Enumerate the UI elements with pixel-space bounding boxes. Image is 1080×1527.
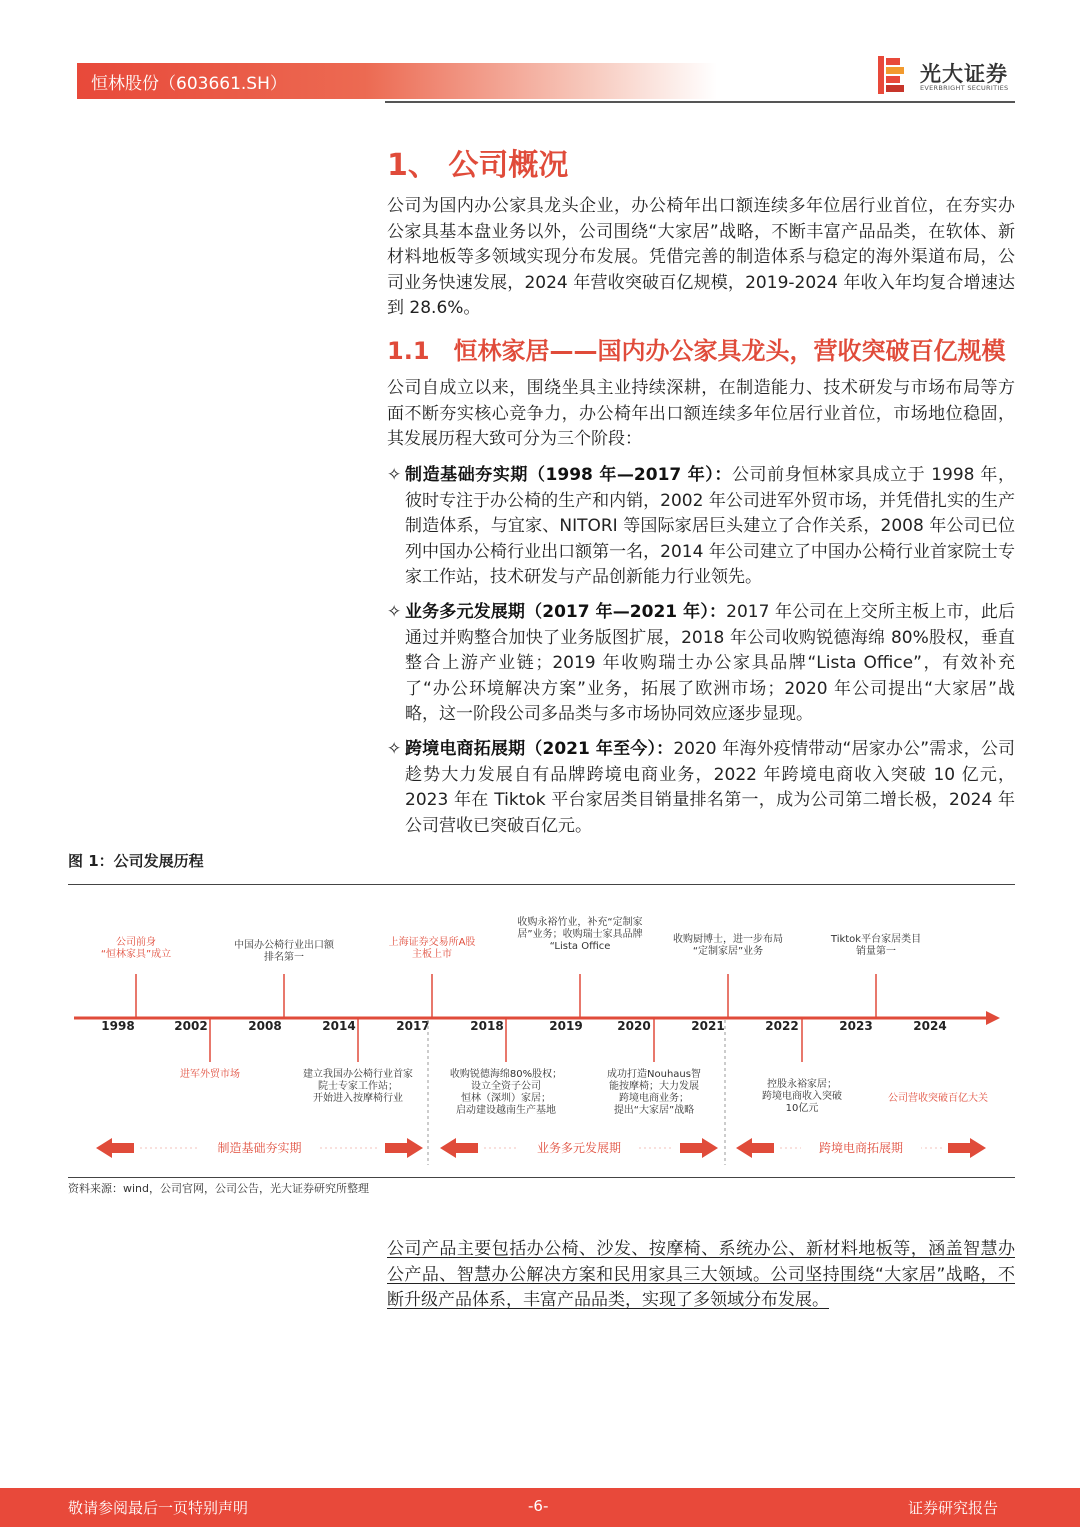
figure-label: 图 1：公司发展历程 bbox=[68, 852, 204, 870]
section-title: 1、 公司概况 bbox=[387, 148, 569, 183]
bullet-heading: 业务多元发展期（2017 年—2021 年）： bbox=[405, 602, 727, 622]
event-text: 排名第一 bbox=[264, 952, 304, 963]
phase-label: 跨境电商拓展期 bbox=[818, 1141, 904, 1155]
left-arrow-icon bbox=[440, 1138, 478, 1158]
bullet-text: 2017 年公司在上交所主板上市，此后通过并购整合加快了业务版图扩展，2018 年公司收购锐德海绵 80%股权，垂直整合上游产业链；2019 年收购瑞士办公家具品牌“Lista Office”，有效补充了“办公环境解决方案”业务，拓展了欧洲市场；2020 年公司提出“大家居”战略，这一阶段公司多品类与多市场协同效应逐步显现。 bbox=[405, 602, 1016, 724]
year-label: 2014 bbox=[322, 1019, 356, 1033]
header-bar bbox=[77, 63, 717, 99]
right-arrow-icon bbox=[948, 1138, 986, 1158]
event-text: 收购厨博士，进一步布局 bbox=[673, 934, 783, 945]
right-arrow-icon bbox=[680, 1138, 718, 1158]
event-text: “恒林家具”成立 bbox=[100, 949, 172, 960]
event-text: 提出“大家居”战略 bbox=[613, 1105, 695, 1116]
year-label: 2008 bbox=[248, 1019, 282, 1033]
event-text: 启动建设越南生产基地 bbox=[456, 1105, 556, 1116]
brand-logo bbox=[878, 56, 1018, 96]
event-text: 收购永裕竹业，补充“定制家 bbox=[517, 917, 643, 928]
left-arrow-icon bbox=[96, 1138, 134, 1158]
closing-paragraph: 公司产品主要包括办公椅、沙发、按摩椅、系统办公、新材料地板等，涵盖智慧办公产品、智慧办公解决方案和民用家具三大领域。公司坚持围绕“大家居”战略，不断升级产品体系，丰富产品品类，实现了多领域分布发展。 bbox=[387, 1239, 1015, 1310]
subsection-title: 1.1 恒林家居——国内办公家具龙头，营收突破百亿规模 bbox=[387, 337, 1006, 365]
event-text: 跨境电商业务； bbox=[619, 1093, 689, 1104]
year-label: 2021 bbox=[691, 1019, 725, 1033]
event-text: 销量第一 bbox=[856, 946, 896, 957]
timeline-arrowhead bbox=[986, 1011, 1000, 1025]
subsection-intro: 公司自成立以来，围绕坐具主业持续深耕，在制造能力、技术研发与市场布局等方面不断夯实核心竞争力，办公椅年出口额连续多年位居行业首位，市场地位稳固，其发展历程大致可分为三个阶段： bbox=[387, 378, 1015, 449]
stock-name: 恒林股份（603661.SH） bbox=[91, 74, 287, 94]
brand-name-en: EVERBRIGHT SECURITIES bbox=[920, 84, 1009, 92]
footer-report-type: 证券研究报告 bbox=[908, 1499, 999, 1517]
figure-source: 资料来源：wind，公司官网，公司公告，光大证券研究所整理 bbox=[68, 1182, 370, 1195]
event-text: 设立全资子公司 bbox=[471, 1081, 541, 1092]
year-label: 2024 bbox=[913, 1019, 947, 1033]
event-text: 控股永裕家居； bbox=[767, 1079, 837, 1090]
bullet-text: 2020 年海外疫情带动“居家办公”需求，公司趁势大力发展自有品牌跨境电商业务，2022 年跨境电商收入突破 10 亿元，2023 年在 Tiktok 平台家居类目销量排名第一，成为公司第二增长极，2024 年公司营收已突破百亿元。 bbox=[405, 739, 1016, 836]
year-label: 2022 bbox=[765, 1019, 799, 1033]
header-divider bbox=[385, 101, 1015, 103]
figure-top-rule bbox=[68, 884, 1015, 885]
year-label: 2019 bbox=[549, 1019, 583, 1033]
event-text: 开始进入按摩椅行业 bbox=[313, 1093, 403, 1104]
year-label: 2023 bbox=[839, 1019, 873, 1033]
year-label: 1998 bbox=[101, 1019, 135, 1033]
development-timeline bbox=[68, 890, 1015, 1175]
year-label: 2002 bbox=[174, 1019, 208, 1033]
diamond-bullet-icon: ✧ bbox=[387, 739, 402, 759]
event-text: 跨境电商收入突破 bbox=[762, 1091, 842, 1102]
bullet-heading: 跨境电商拓展期（2021 年至今）： bbox=[405, 739, 674, 759]
event-text: 建立我国办公椅行业首家 bbox=[303, 1069, 413, 1080]
event-text: 成功打造Nouhaus智 bbox=[607, 1069, 701, 1080]
page-number: -6- bbox=[528, 1497, 549, 1515]
figure-bottom-rule bbox=[68, 1177, 1015, 1178]
event-text: 公司前身 bbox=[116, 937, 156, 948]
section-intro: 公司为国内办公家具龙头企业，办公椅年出口额连续多年位居行业首位，在夯实办公家具基本盘业务以外，公司围绕“大家居”战略，不断丰富产品品类，在软体、新材料地板等多领域实现分布发展。凭借完善的制造体系与稳定的海外渠道布局，公司业务快速发展，2024 年营收突破百亿规模，2019-2024 年收入年均复合增速达到 28.6%。 bbox=[387, 196, 1015, 318]
brand-logo-icon bbox=[878, 56, 904, 94]
right-arrow-icon bbox=[385, 1138, 423, 1158]
phase-label: 制造基础夯实期 bbox=[217, 1141, 302, 1155]
event-text: 能按摩椅；大力发展 bbox=[609, 1081, 699, 1092]
diamond-bullet-icon: ✧ bbox=[387, 465, 402, 485]
event-text: 主板上市 bbox=[412, 949, 452, 960]
year-label: 2017 bbox=[396, 1019, 430, 1033]
phase-label: 业务多元发展期 bbox=[536, 1141, 622, 1155]
event-text: 公司营收突破百亿大关 bbox=[888, 1093, 988, 1104]
event-text: 收购锐德海绵80%股权； bbox=[449, 1069, 563, 1080]
footer-disclaimer: 敬请参阅最后一页特别声明 bbox=[68, 1499, 249, 1517]
phase-bullet-3 bbox=[387, 737, 1015, 839]
year-label: 2020 bbox=[617, 1019, 651, 1033]
event-text: 院士专家工作站； bbox=[318, 1081, 398, 1092]
footer-bar bbox=[0, 1488, 1080, 1527]
bullet-text: 公司前身恒林家具成立于 1998 年，彼时专注于办公椅的生产和内销，2002 年公司进军外贸市场，并凭借扎实的生产制造体系，与宜家、NITORI 等国际家居巨头建立了合作关系，2008 年公司已位列中国办公椅行业出口额第一名，2014 年公司建立了中国办公椅行业首家院士专家工作站，技术研发与产品创新能力行业领先。 bbox=[405, 465, 1016, 587]
phase-bullet-2 bbox=[387, 600, 1015, 728]
left-arrow-icon bbox=[736, 1138, 774, 1158]
event-text: 进军外贸市场 bbox=[180, 1069, 240, 1080]
event-text: 10亿元 bbox=[785, 1103, 819, 1114]
event-text: “Lista Office bbox=[549, 941, 611, 952]
event-text: “定制家居”业务 bbox=[692, 946, 764, 957]
diamond-bullet-icon: ✧ bbox=[387, 602, 402, 622]
event-text: 上海证券交易所A股 bbox=[388, 937, 476, 948]
event-text: 中国办公椅行业出口额 bbox=[234, 940, 334, 951]
year-label: 2018 bbox=[470, 1019, 504, 1033]
phase-bullet-1 bbox=[387, 463, 1015, 591]
event-text: 居”业务；收购瑞士家具品牌 bbox=[517, 929, 643, 940]
brand-name: 光大证券 bbox=[920, 62, 1008, 86]
event-text: Tiktok平台家居类目 bbox=[830, 934, 922, 945]
bullet-heading: 制造基础夯实期（1998 年—2017 年）： bbox=[405, 465, 732, 485]
event-text: 恒林（深圳）家居； bbox=[461, 1093, 551, 1104]
